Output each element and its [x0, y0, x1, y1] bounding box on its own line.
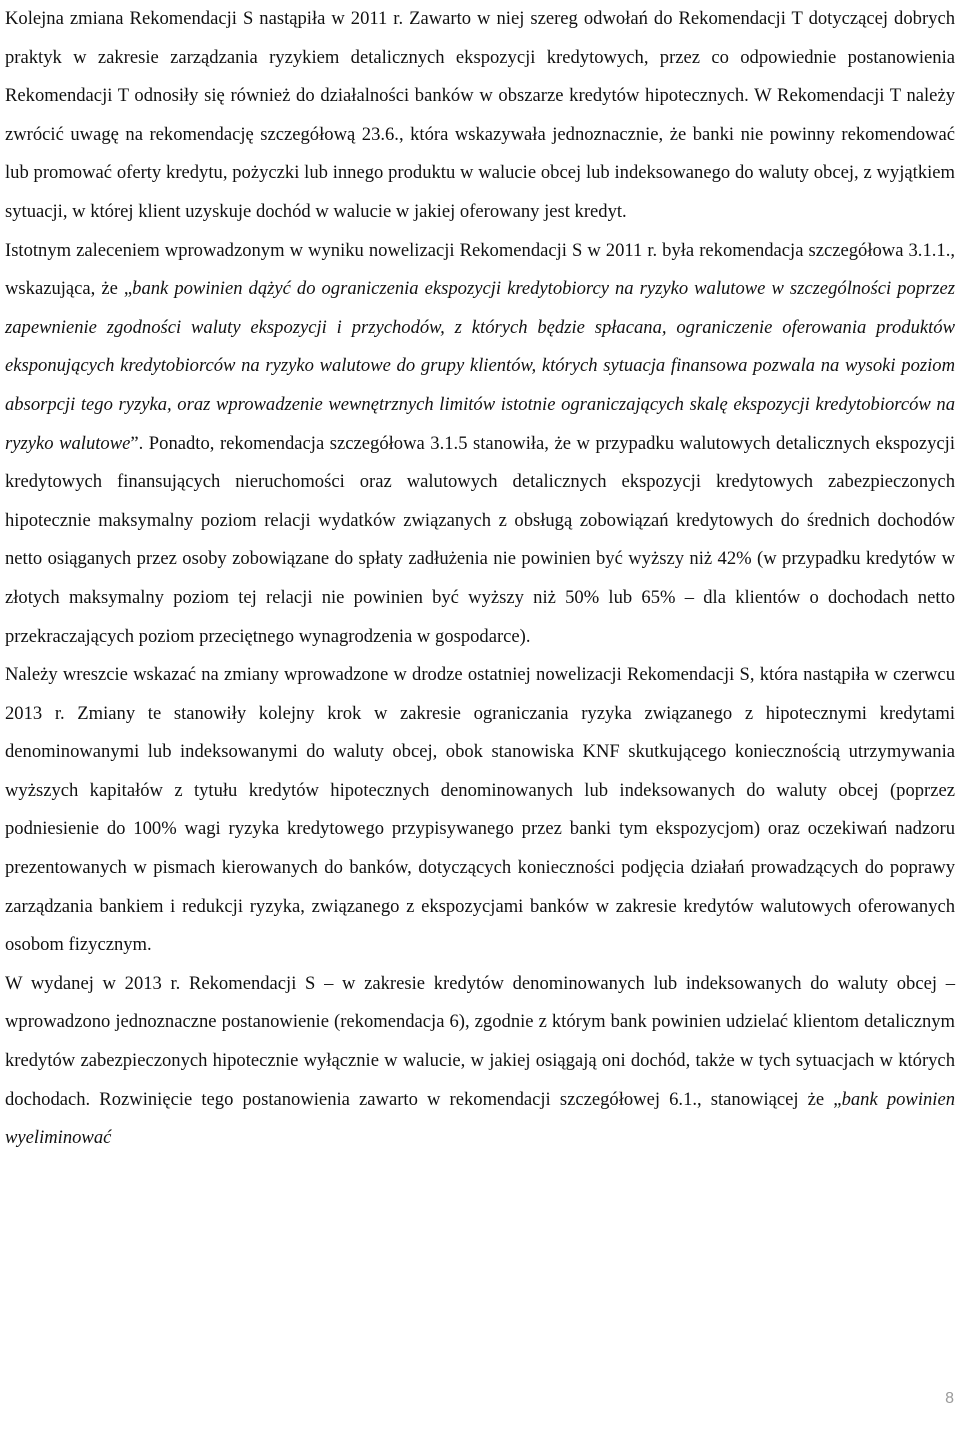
paragraph-text: ”. Ponadto, rekomendacja szczegółowa 3.1.5 stanowiła, że w przypadku walutowych detalicznych ekspozycji kredytowych finansujących nieruchomości oraz walutowych detalicznych ekspozycji kredytowych zabezpieczonych hipotecznie maksymalny poziom relacji wydatków związanych z obsługą zobowiązań kredytowych do średnich dochodów netto osiąganych przez osoby zobowiązane do spłaty zadłużenia nie powinien być wyższy niż 42% (w przypadku kredytów w złotych maksymalny poziom tej relacji nie powinien być wyższy niż 50% lub 65% – dla klientów o dochodach netto przekraczających poziom przeciętnego wynagrodzenia w gospodarce).: [5, 432, 955, 647]
paragraph: [5, 965, 955, 1158]
quoted-recommendation: bank powinien dążyć do ograniczenia ekspozycji kredytobiorcy na ryzyko walutowe w szczególności poprzez zapewnienie zgodności waluty ekspozycji i przychodów, z których będzie spłacana, ograniczenie oferowania produktów eksponujących kredytobiorców na ryzyko walutowe do grupy klientów, których sytuacja finansowa pozwala na wysoki poziom absorpcji tego ryzyka, oraz wprowadzenie wewnętrznych limitów istotnie ograniczających skalę ekspozycji kredytobiorców na ryzyko walutowe: [5, 278, 955, 454]
paragraph-text: W wydanej w 2013 r. Rekomendacji S – w zakresie kredytów denominowanych lub indeksowanych do waluty obcej – wprowadzono jednoznaczne postanowienie (rekomendacja 6), zgodnie z którym bank powinien udzielać klientom detalicznym kredytów zabezpieczonych hipotecznie wyłącznie w walucie, w jakiej osiągają oni dochód, także w tych sytuacjach w których dochodach. Rozwinięcie tego postanowienia zawarto w rekomendacji szczegółowej 6.1., stanowiącej że „: [5, 972, 955, 1110]
paragraph-text: Kolejna zmiana Rekomendacji S nastąpiła w 2011 r. Zawarto w niej szereg odwołań do Rekomendacji T dotyczącej dobrych praktyk w zakresie zarządzania ryzykiem detalicznych ekspozycji kredytowych, przez co odpowiednie postanowienia Rekomendacji T odnosiły się również do działalności banków w obszarze kredytów hipotecznych. W Rekomendacji T należy zwrócić uwagę na rekomendację szczegółową 23.6., która wskazywała jednoznacznie, że banki nie powinny rekomendować lub promować oferty kredytu, pożyczki lub innego produktu w walucie obcej lub indeksowanego do waluty obcej, z wyjątkiem sytuacji, w której klient uzyskuje dochód w walucie w jakiej oferowany jest kredyt.: [5, 8, 955, 222]
page-number: 8: [945, 1390, 954, 1407]
paragraph-text: Należy wreszcie wskazać na zmiany wprowadzone w drodze ostatniej nowelizacji Rekomendacji S, która nastąpiła w czerwcu 2013 r. Zmiany te stanowiły kolejny krok w zakresie ograniczania ryzyka związanego z hipotecznymi kredytami denominowanymi lub indeksowanymi do waluty obcej, obok stanowiska KNF skutkującego koniecznością utrzymywania wyższych kapitałów z tytułu kredytów hipotecznych denominowanych lub indeksowanych do waluty obcej (poprzez podniesienie do 100% wagi ryzyka kredytowego przypisywanego przez banki tym ekspozycjom) oraz oczekiwań nadzoru prezentowanych w pismach kierowanych do banków, dotyczących konieczności podjęcia działań prowadzących do poprawy zarządzania bankiem i redukcji ryzyka, związanego z ekspozycjami banków w zakresie kredytów walutowych oferowanych osobom fizycznym.: [5, 664, 955, 956]
document-body: [5, 0, 955, 1158]
paragraph: [5, 232, 955, 657]
paragraph-text: Istotnym zaleceniem wprowadzonym w wyniku nowelizacji Rekomendacji S w 2011 r. była rekomendacja szczegółowa 3.1.1., wskazująca, że „: [5, 239, 955, 300]
paragraph: [5, 656, 955, 965]
paragraph: [5, 0, 955, 232]
quoted-recommendation: bank powinien wyeliminować: [5, 1088, 956, 1149]
